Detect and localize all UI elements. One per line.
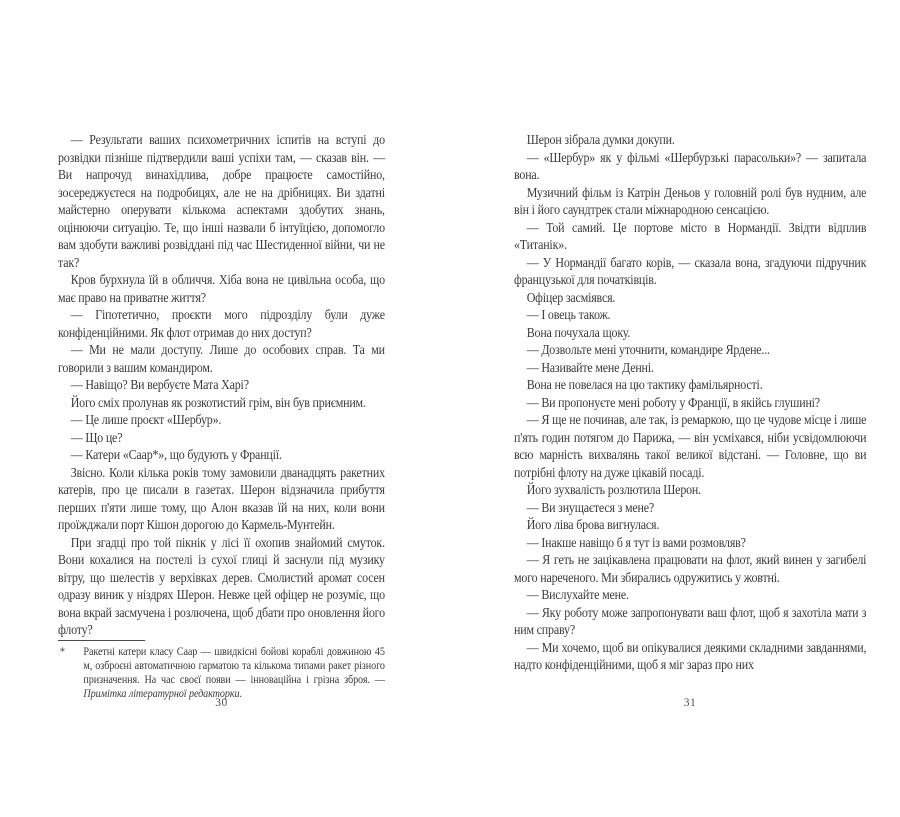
left-page-text (58, 131, 385, 639)
paragraph: — Ми не мали доступу. Лише до особових справ. Та ми говорили з вашим командиром. (58, 342, 385, 375)
footnote-text-normal: Ракетні катери класу Саар — швидкісні бойові кораблі довжиною 45 м, озброєні автоматичною гарматою та кількома типами ракет різного призначення. На час своєї появи — інноваційна і грізна зброя. — (83, 646, 385, 686)
paragraph: — Ми хочемо, щоб ви опікувалися деякими складними завданнями, надто конфіденційними, щоб я міг зараз про них (514, 639, 867, 672)
paragraph: Вона не повелася на цю тактику фамільярності. (526, 377, 763, 392)
paragraph: — Ви знущаєтеся з мене? (526, 499, 655, 515)
paragraph: — Навіщо? Ви вербуєте Мата Харі? (70, 377, 249, 392)
paragraph: Офіцер засміявся. (526, 289, 616, 305)
paragraph: — Той самий. Це портове місто в Нормандії. Звідти відплив «Титанік». (514, 219, 867, 252)
paragraph: Музичний фільм із Катрін Деньов у головній ролі був нудним, але він і його саундтрек стали міжнародною сенсацією. (514, 184, 867, 217)
paragraph: — Це лише проєкт «Шербур». (70, 412, 222, 427)
paragraph: — І овець також. (526, 307, 611, 322)
paragraph: — Я геть не зацікавлена працювати на флот, який винен у загибелі мого нареченого. Ми збирались одружитись у жовтні. (514, 552, 867, 585)
paragraph: — Гіпотетично, проєкти мого підрозділу були дуже конфіденційними. Як флот отримав до них доступ? (58, 307, 385, 340)
paragraph: — Інакше навіщо б я тут із вами розмовляв? (526, 534, 746, 550)
footnote (58, 640, 385, 702)
page-number-left: 30 (215, 697, 228, 709)
paragraph: Його сміх пролунав як розкотистий грім, він був приємним. (70, 394, 366, 410)
paragraph: Шерон зібрала думки докупи. (526, 132, 675, 147)
paragraph: Звісно. Коли кілька років тому замовили дванадцять ракетних катерів, про це писали в газетах. Шерон відзначила прибуття перших п'яти лише тому, що Алон вказав їй на них, коли вони проїжджали порт Кішон дорогою до Кармель-Мунтейн. (58, 464, 385, 532)
paragraph: — Я ще не починав, але так, із ремаркою, що це чудове місце і лише п'ять годин потягом до Парижа, — він усміхався, ніби усвідомлюючи всю марність вихвалянь такої великої відстані. — Головне, що ви потрібні флоту на дуже цікавій посаді. (514, 412, 867, 480)
paragraph: — «Шербур» як у фільмі «Шербурзькі парасольки»? — запитала вона. (514, 149, 867, 182)
footnote-text-italic: Примітка літературної редакторки. (83, 687, 242, 700)
right-page-text (514, 131, 866, 674)
paragraph: Його зухвалість розлютила Шерон. (526, 482, 701, 497)
footnote-marker: * (59, 646, 65, 658)
paragraph: Кров бурхнула їй в обличчя. Хіба вона не цивільна особа, що має право на приватне життя? (58, 272, 385, 305)
right-page (514, 131, 866, 674)
paragraph: — Ви пропонуєте мені роботу у Франції, в якійсь глушині? (526, 394, 820, 410)
paragraph: — Яку роботу може запропонувати ваш флот, щоб я захотіла мати з ним справу? (514, 604, 867, 637)
paragraph: — Катери «Саар*», що будують у Франції. (70, 447, 282, 462)
footnote-text (58, 646, 385, 702)
paragraph: — У Нормандії багато корів, — сказала вона, згадуючи підручник французької для початківців. (514, 254, 867, 287)
left-page (58, 131, 385, 700)
paragraph: — Результати ваших психометричних іспитів на вступі до розвідки пізніше підтвердили ваші успіхи там, — сказав він. — Ви напрочуд винахідлива, добре працюєте самостійно, зосереджуєтеся на подробицях, але не на дрібницях. Ви здатні майстерно оперувати кількома аспектами здобутих знань, оцінюючи ситуацію. Те, що інші назвали б інтуїцією, допомогло вам здобути важливі розвіддані під час Шестиденної війни, чи не так? (58, 132, 385, 270)
paragraph: — Дозвольте мені уточнити, командире Ярдене... (526, 342, 770, 357)
footnote-separator (58, 640, 145, 641)
page-number-right: 31 (683, 697, 697, 709)
paragraph: — Що це? (70, 429, 123, 445)
paragraph: Вона почухала щоку. (526, 324, 631, 340)
paragraph: Його ліва брова вигнулася. (526, 517, 660, 532)
paragraph: При згадці про той пікнік у лісі її охопив знайомий смуток. Вони кохалися на постелі із сухої глиці й заснули під музику вітру, що шелестів у верхівках дерев. Смолистий аромат сосен одразу виник у ніздрях Шерон. Невже цей офіцер не розуміє, що вона вкрай засмучена і розлючена, щоб дбати про оновлення його флоту? (58, 534, 385, 637)
paragraph: — Вислухайте мене. (526, 587, 629, 602)
paragraph: — Називайте мене Денні. (526, 359, 654, 375)
